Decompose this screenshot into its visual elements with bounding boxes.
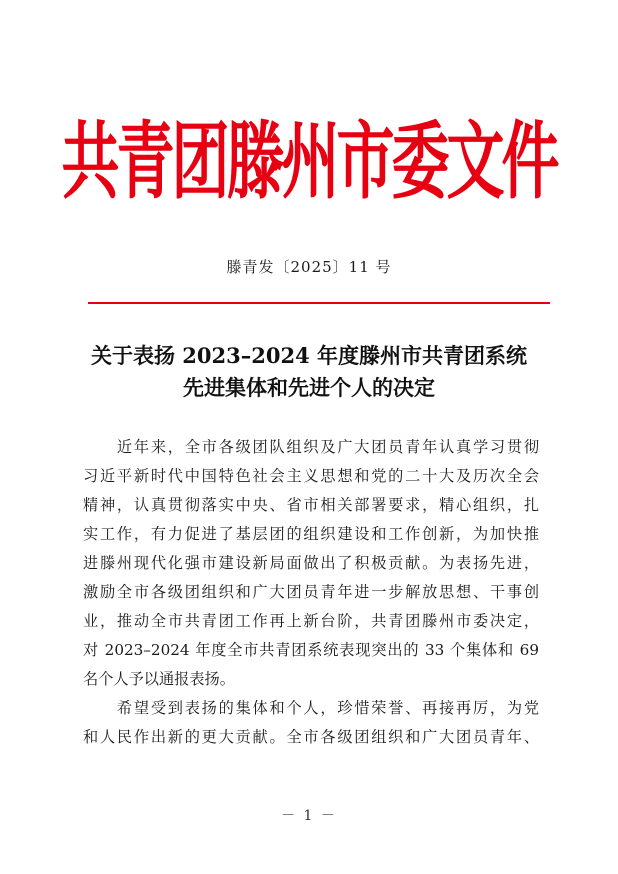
red-divider-rule <box>88 302 550 304</box>
paragraph-2-line: 和人民作出新的更大贡献。全市各级团组织和广大团员青年、 <box>83 728 539 746</box>
document-title <box>40 340 578 404</box>
page-number: － 1 － <box>281 808 337 824</box>
masthead-title: 共青团滕州市委文件 <box>61 112 557 211</box>
paragraph-1-line: 近年来，全市各级团队组织及广大团员青年认真学习贯彻 <box>83 438 539 456</box>
body-paragraph-1 <box>83 433 539 694</box>
document-body <box>83 433 539 752</box>
paragraph-1-line: 实工作，有力促进了基层团的组织建设和工作创新，为加快推 <box>83 525 539 543</box>
body-paragraph-2 <box>83 694 539 752</box>
paragraph-1-line: 业，推动全市共青团工作再上新台阶，共青团滕州市委决定， <box>83 612 539 630</box>
paragraph-1-line: 名个人予以通报表扬。 <box>83 670 235 688</box>
title-line-2: 先进集体和先进个人的决定 <box>183 375 435 400</box>
title-line-1: 关于表扬 2023–2024 年度滕州市共青团系统 <box>90 343 527 368</box>
paragraph-1-line: 激励全市各级团组织和广大团员青年进一步解放思想、干事创 <box>83 583 539 601</box>
document-number: 滕青发〔2025〕11 号 <box>226 258 392 276</box>
paragraph-1-line: 习近平新时代中国特色社会主义思想和党的二十大及历次全会 <box>83 467 539 485</box>
paragraph-1-line: 进滕州现代化强市建设新局面做出了积极贡献。为表扬先进， <box>83 554 539 572</box>
paragraph-2-line: 希望受到表扬的集体和个人，珍惜荣誉、再接再厉，为党 <box>83 699 539 717</box>
paragraph-1-line: 对 2023–2024 年度全市共青团系统表现突出的 33 个集体和 69 <box>83 641 539 659</box>
paragraph-1-line: 精神，认真贯彻落实中央、省市相关部署要求，精心组织，扎 <box>83 496 539 514</box>
